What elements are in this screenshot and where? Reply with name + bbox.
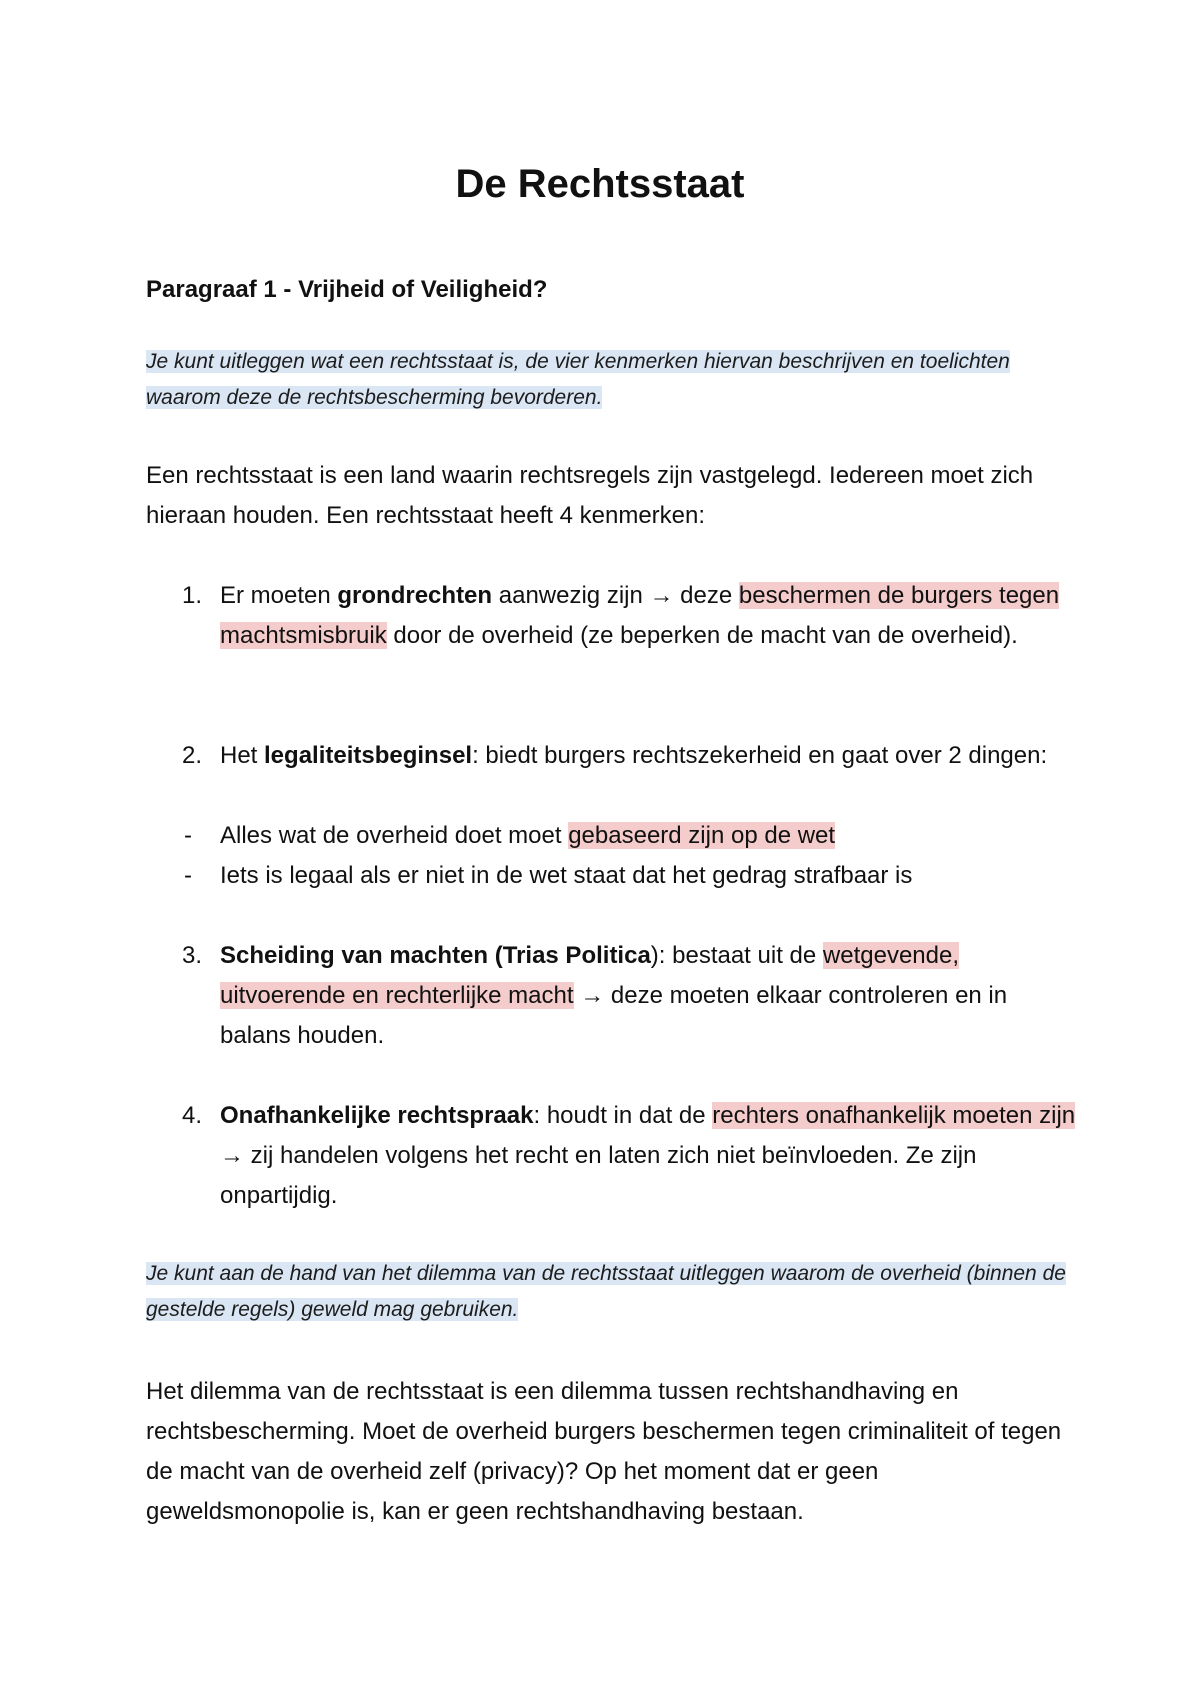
- text-segment: aanwezig zijn → deze: [492, 582, 739, 609]
- text-segment: Er moeten: [220, 582, 338, 609]
- section-heading: Paragraaf 1 - Vrijheid of Veiligheid?: [146, 276, 548, 303]
- list-item-2: [146, 736, 1076, 776]
- highlighted-phrase: rechters onafhankelijk moeten zijn: [712, 1102, 1076, 1129]
- key-term: Onafhankelijke rechtspraak: [220, 1102, 534, 1129]
- list-item-text: [220, 936, 1076, 1056]
- text-segment: Alles wat de overheid doet moet: [220, 822, 569, 849]
- text-segment: door de overheid (ze beperken de macht van de overheid).: [386, 622, 1018, 649]
- text-segment: : houdt in dat de: [533, 1102, 713, 1129]
- list-number: 4.: [182, 1102, 203, 1129]
- list-dash: -: [184, 822, 192, 849]
- key-term: Scheiding van machten (Trias Politica: [220, 942, 651, 969]
- learning-goal-2-text: Je kunt aan de hand van het dilemma van de rechtsstaat uitleggen waarom de overheid (binnen de gestelde regels) geweld mag gebruiken.: [146, 1262, 1066, 1321]
- sub-item-text: [220, 816, 1076, 856]
- learning-goal-1-text: Je kunt uitleggen wat een rechtsstaat is, de vier kenmerken hiervan beschrijven en toelichten waarom deze de rechtsbescherming bevorderen.: [146, 350, 1010, 409]
- list-item-text: [220, 1096, 1076, 1216]
- text-segment: → deze moeten elkaar controleren en in balans houden.: [220, 982, 1008, 1049]
- text-segment: → zij handelen volgens het recht en laten zich niet beïnvloeden. Ze zijn onpartijdig.: [220, 1142, 977, 1209]
- list-item-4: [146, 1096, 1076, 1216]
- key-term: legaliteitsbeginsel: [264, 742, 473, 769]
- sub-item-1: [146, 816, 1076, 856]
- learning-goal-1: [146, 344, 1066, 416]
- highlighted-phrase: gebaseerd zijn op de wet: [568, 822, 836, 849]
- key-term: grondrechten: [337, 582, 493, 609]
- text-segment: : biedt burgers rechtszekerheid en gaat over 2 dingen:: [472, 742, 1048, 769]
- text-segment: Het: [220, 742, 265, 769]
- learning-goal-2: [146, 1256, 1066, 1328]
- list-number: 3.: [182, 942, 203, 969]
- list-item-text: [220, 576, 1076, 656]
- sub-item-2: [146, 856, 1076, 896]
- highlighted-phrase: wetgevende, uitvoerende en rechterlijke macht: [220, 942, 960, 1009]
- sub-item-text: Iets is legaal als er niet in de wet staat dat het gedrag strafbaar is: [220, 862, 913, 889]
- list-number: 1.: [182, 582, 203, 609]
- list-item-3: [146, 936, 1076, 1056]
- intro-paragraph: Een rechtsstaat is een land waarin rechtsregels zijn vastgelegd. Iedereen moet zich hieraan houden. Een rechtsstaat heeft 4 kenmerken:: [146, 462, 1034, 529]
- list-number: 2.: [182, 742, 203, 769]
- dilemma-paragraph: Het dilemma van de rechtsstaat is een dilemma tussen rechtshandhaving en rechtsbescherming. Moet de overheid burgers beschermen tegen criminaliteit of tegen de macht van de overheid zelf (privacy)? Op het moment dat er geen geweldsmonopolie is, kan er geen rechtshandhaving bestaan.: [146, 1378, 1062, 1525]
- document-title: De Rechtsstaat: [455, 162, 745, 206]
- list-item-text: [220, 736, 1076, 776]
- list-item-1: [146, 576, 1076, 656]
- text-segment: ): bestaat uit de: [650, 942, 823, 969]
- list-dash: -: [184, 862, 192, 889]
- highlighted-phrase: beschermen de burgers tegen machtsmisbruik: [220, 582, 1060, 649]
